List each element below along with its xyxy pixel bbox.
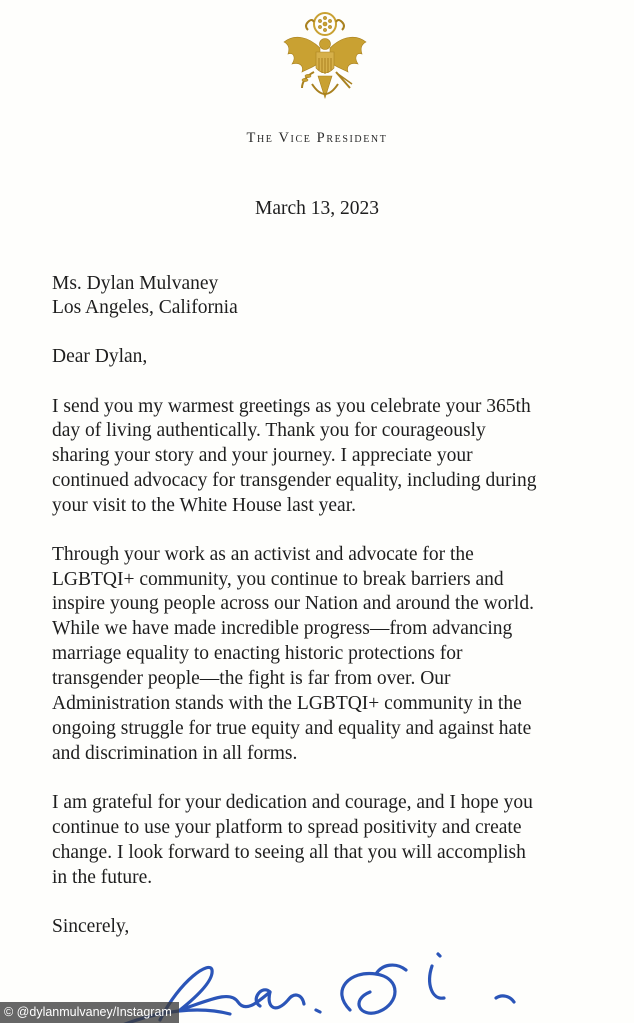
- paragraph-2-line: While we have made incredible progress—from advancing: [52, 618, 513, 639]
- paragraph-1-line: day of living authentically. Thank you for courageously: [52, 420, 486, 441]
- paragraph-1-line: sharing your story and your journey. I appreciate your: [52, 445, 473, 466]
- paragraph-2-line: transgender people—the fight is far from over. Our: [52, 668, 451, 689]
- handwritten-signature: [120, 940, 540, 1023]
- paragraph-2-line: inspire young people across our Nation and around the world.: [52, 593, 534, 614]
- paragraph-2-line: and discrimination in all forms.: [52, 743, 298, 764]
- paragraph-2-line: LGBTQI+ community, you continue to break barriers and: [52, 569, 504, 590]
- photo-credit: © @dylanmulvaney/Instagram: [0, 1002, 179, 1023]
- paragraph-2-line: Administration stands with the LGBTQI+ community in the: [52, 693, 522, 714]
- letterhead-title: The Vice President: [246, 130, 388, 146]
- salutation: Dear Dylan,: [52, 346, 148, 367]
- paragraph-3-line: in the future.: [52, 867, 153, 888]
- paragraph-2-line: ongoing struggle for true equity and equality and against hate: [52, 718, 532, 739]
- recipient-name: Ms. Dylan Mulvaney: [52, 273, 219, 294]
- closing: Sincerely,: [52, 916, 130, 937]
- vice-president-eagle-seal-icon: [272, 6, 378, 110]
- paragraph-2-line: Through your work as an activist and advocate for the: [52, 544, 474, 565]
- paragraph-3-line: I am grateful for your dedication and courage, and I hope you: [52, 792, 533, 813]
- paragraph-3-line: continue to use your platform to spread positivity and create: [52, 817, 522, 838]
- recipient-location: Los Angeles, California: [52, 297, 238, 318]
- paragraph-3-line: change. I look forward to seeing all that you will accomplish: [52, 842, 526, 863]
- paragraph-1-line: continued advocacy for transgender equality, including during: [52, 470, 537, 491]
- paragraph-1-line: I send you my warmest greetings as you celebrate your 365th: [52, 396, 531, 417]
- letter-date: March 13, 2023: [254, 198, 380, 219]
- paragraph-2-line: marriage equality to enacting historic protections for: [52, 643, 463, 664]
- paragraph-1-line: your visit to the White House last year.: [52, 495, 357, 516]
